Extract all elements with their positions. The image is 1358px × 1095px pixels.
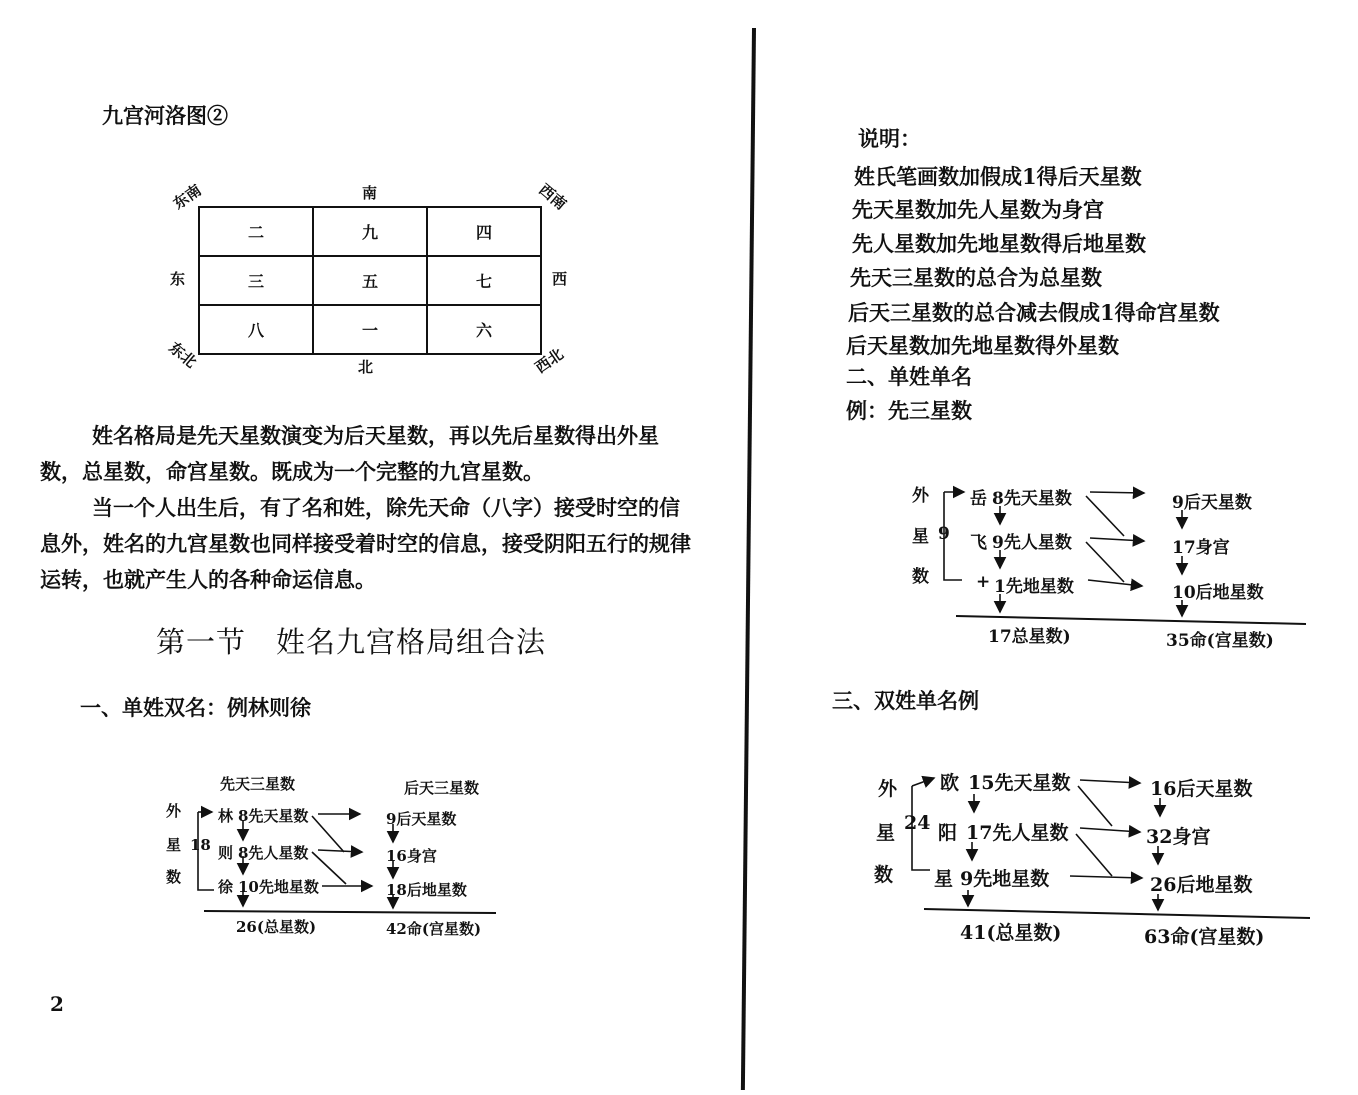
direction-north: 北	[358, 358, 374, 376]
direction-west: 西	[552, 270, 568, 288]
direction-east: 东	[170, 270, 186, 288]
diagram-row-right: 18后地星数	[386, 881, 467, 899]
grid-cell: 三	[199, 256, 313, 305]
section-title: 第一节 姓名九宫格局组合法	[156, 625, 547, 659]
diagram-row-char: 星	[934, 868, 954, 890]
grid-cell: 九	[313, 207, 427, 256]
diagram-row-left: 1先地星数	[994, 577, 1074, 597]
direction-southeast: 东南	[169, 180, 205, 213]
diagram-row-left: 17先人星数	[966, 822, 1069, 844]
diagram-side-char: 数	[166, 868, 182, 886]
note-line: 姓氏笔画数加假成1得后天星数	[854, 164, 1142, 189]
example-label: 例：先三星数	[846, 398, 972, 423]
diagram-side-number: 24	[904, 812, 931, 834]
diagram-row-right: 32身宫	[1146, 826, 1211, 848]
subheading-single-surname-single-name: 二、单姓单名	[846, 364, 972, 389]
note-line: 后天星数加先地星数得外星数	[846, 333, 1119, 358]
diagram-row-left: 8先天星数	[238, 807, 309, 825]
diagram-total-right: 35命(宫星数)	[1166, 631, 1274, 651]
diagram-header-left: 先天三星数	[220, 775, 296, 793]
diagram-row-right: 10后地星数	[1172, 583, 1264, 603]
diagram-total-left: 41(总星数)	[960, 922, 1062, 944]
diagram-side-char: 外	[912, 486, 929, 506]
diagram-row-right: 16身宫	[386, 847, 437, 865]
subheading-double-surname-single-name: 三、双姓单名例	[832, 688, 979, 713]
diagram-row-left: 9先人星数	[992, 533, 1072, 553]
diagram-header-right: 后天三星数	[404, 779, 480, 797]
diagram-total-left: 17总星数)	[988, 627, 1071, 647]
diagram-side-char: 外	[166, 802, 182, 820]
diagram-row-char: 欧	[940, 772, 960, 794]
diagram-row-char: 阳	[938, 822, 958, 844]
direction-northeast: 东北	[165, 338, 200, 372]
grid-cell: 一	[313, 305, 427, 354]
diagram-side-char: 外	[878, 778, 898, 800]
diagram-row-char: 飞	[970, 533, 987, 553]
diagram-row-right: 17身宫	[1172, 538, 1230, 558]
diagram-row-char: +	[976, 572, 991, 592]
page-heading: 九宫河洛图②	[102, 103, 228, 128]
diagram-row-right: 9后天星数	[386, 810, 457, 828]
diagram-row-left: 9先地星数	[960, 868, 1050, 890]
body-paragraph-2: 当一个人出生后，有了名和姓，除先天命（八字）接受时空的信息外，姓名的九宫星数也同样接受着时空的信息，接受阴阳五行的规律运转，也就产生人的各种命运信息。	[40, 495, 691, 592]
diagram-row-char: 则	[218, 844, 234, 862]
diagram-row-char: 徐	[218, 878, 234, 896]
diagram-total-right: 63命(宫星数)	[1144, 926, 1265, 948]
diagram-side-char: 数	[912, 567, 929, 587]
note-line: 后天三星数的总合减去假成1得命宫星数	[848, 300, 1220, 325]
diagram-row-left: 8先人星数	[238, 844, 309, 862]
notes-label: 说明：	[858, 126, 921, 151]
diagram-row-right: 16后天星数	[1150, 778, 1253, 800]
page-number: 2	[50, 992, 64, 1016]
diagram-total-right: 42命(宫星数)	[386, 920, 482, 938]
diagram-row-right: 9后天星数	[1172, 493, 1252, 513]
subheading-single-surname-double-name: 一、单姓双名：例林则徐	[80, 695, 311, 720]
grid-cell: 四	[427, 207, 541, 256]
diagram-total-left: 26(总星数)	[236, 918, 317, 936]
grid-cell: 五	[313, 256, 427, 305]
direction-south: 南	[362, 184, 378, 202]
diagram-row-left: 8先天星数	[992, 489, 1072, 509]
diagram-row-char: 林	[218, 807, 234, 825]
diagram-row-char: 岳	[970, 489, 987, 509]
note-line: 先天星数加先人星数为身宫	[852, 197, 1104, 222]
body-paragraph-1: 姓名格局是先天星数演变为后天星数，再以先后星数得出外星数，总星数，命宫星数。既成为一个完整的九宫星数。	[40, 423, 659, 484]
grid-cell: 七	[427, 256, 541, 305]
grid-cell: 八	[199, 305, 313, 354]
diagram-row-left: 15先天星数	[968, 772, 1071, 794]
note-line: 先人星数加先地星数得后地星数	[852, 231, 1146, 256]
diagram-row-right: 26后地星数	[1150, 874, 1253, 896]
diagram-side-char: 数	[874, 864, 894, 886]
diagram-side-number: 18	[190, 836, 211, 854]
direction-southwest: 西南	[535, 180, 570, 214]
diagram-side-number: 9	[938, 524, 950, 544]
diagram-side-char: 星	[166, 836, 182, 854]
grid-cell: 六	[427, 305, 541, 354]
note-line: 先天三星数的总合为总星数	[850, 265, 1102, 290]
grid-cell: 二	[199, 207, 313, 256]
direction-northwest: 西北	[531, 344, 567, 377]
diagram-side-char: 星	[912, 527, 929, 547]
diagram-row-left: 10先地星数	[238, 878, 319, 896]
diagram-side-char: 星	[876, 822, 896, 844]
